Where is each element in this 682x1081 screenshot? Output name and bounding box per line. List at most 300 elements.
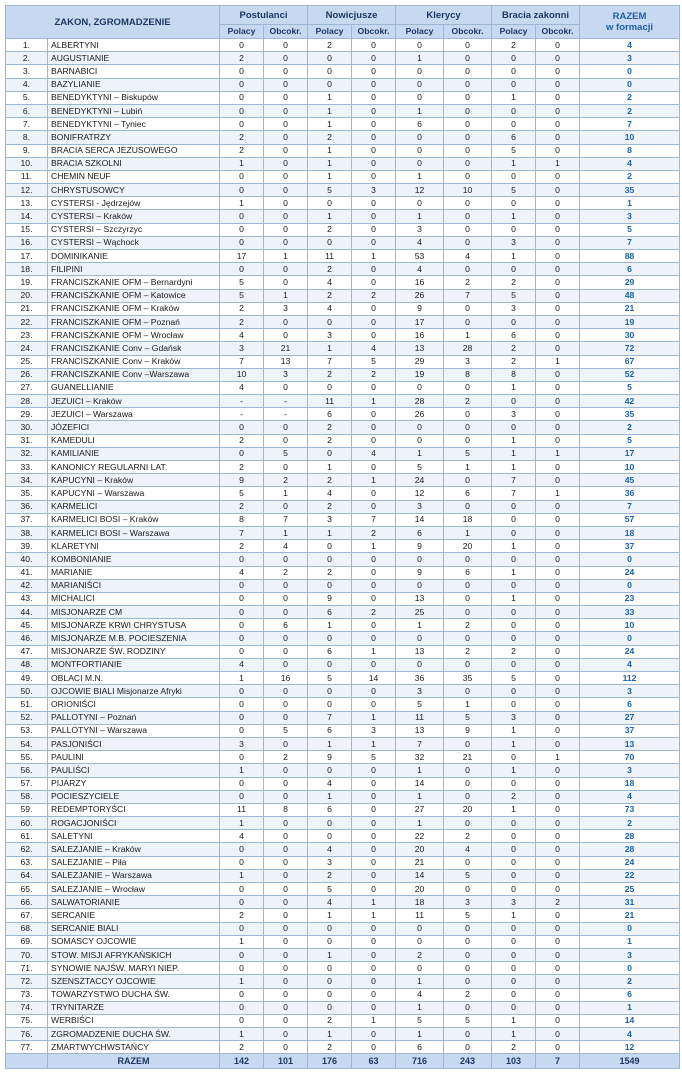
- cell-value: 1: [396, 1028, 444, 1041]
- row-number: 8.: [6, 131, 48, 144]
- cell-value: 0: [220, 236, 264, 249]
- row-number: 26.: [6, 368, 48, 381]
- cell-value: 0: [220, 447, 264, 460]
- cell-value: 2: [308, 434, 352, 447]
- cell-value: 0: [492, 513, 536, 526]
- table-row: [6, 1028, 680, 1041]
- cell-value: 0: [536, 91, 580, 104]
- cell-value: 1: [352, 645, 396, 658]
- row-number: 76.: [6, 1028, 48, 1041]
- cell-value: 0: [444, 685, 492, 698]
- row-number: 1.: [6, 39, 48, 52]
- cell-value: 0: [536, 474, 580, 487]
- cell-value: 0: [444, 210, 492, 223]
- table-row: [6, 672, 680, 685]
- cell-value: 0: [220, 790, 264, 803]
- cell-value: 0: [264, 381, 308, 394]
- cell-value: 0: [444, 500, 492, 513]
- cell-value: 0: [492, 948, 536, 961]
- order-name: ZGROMADZENIE DUCHA ŚW.: [48, 1028, 220, 1041]
- cell-value: 2: [220, 434, 264, 447]
- cell-value: 0: [220, 751, 264, 764]
- cell-value: 0: [536, 830, 580, 843]
- cell-value: 1: [308, 157, 352, 170]
- cell-value: 0: [352, 381, 396, 394]
- row-number: 59.: [6, 803, 48, 816]
- cell-value: 4: [396, 263, 444, 276]
- row-total: 7: [580, 500, 680, 513]
- cell-value: 0: [264, 1014, 308, 1027]
- order-name: BENEDYKTYNI – Tyniec: [48, 118, 220, 131]
- order-name: WERBIŚCI: [48, 1014, 220, 1027]
- cell-value: 2: [220, 909, 264, 922]
- table-row: [6, 447, 680, 460]
- cell-value: 7: [220, 526, 264, 539]
- table-row: [6, 856, 680, 869]
- cell-value: 0: [492, 751, 536, 764]
- row-number: 45.: [6, 619, 48, 632]
- row-total: 35: [580, 184, 680, 197]
- cell-value: 0: [264, 592, 308, 605]
- row-number: 30.: [6, 421, 48, 434]
- cell-value: 0: [220, 711, 264, 724]
- cell-value: 1: [308, 170, 352, 183]
- cell-value: 0: [220, 606, 264, 619]
- cell-value: 0: [264, 104, 308, 117]
- cell-value: 13: [396, 342, 444, 355]
- cell-value: 1: [220, 157, 264, 170]
- row-number: 4.: [6, 78, 48, 91]
- order-name: JEZUICI – Kraków: [48, 395, 220, 408]
- cell-value: 0: [444, 315, 492, 328]
- cell-value: 1: [220, 197, 264, 210]
- order-name: FRANCISZKANIE OFM – Poznań: [48, 315, 220, 328]
- cell-value: -: [264, 408, 308, 421]
- cell-value: -: [220, 408, 264, 421]
- cell-value: 1: [536, 157, 580, 170]
- order-name: CHRYSTUSOWCY: [48, 184, 220, 197]
- cell-value: 0: [308, 830, 352, 843]
- cell-value: 0: [536, 170, 580, 183]
- order-name: FILIPINI: [48, 263, 220, 276]
- row-number: 77.: [6, 1041, 48, 1054]
- table-row: [6, 843, 680, 856]
- table-row: [6, 474, 680, 487]
- cell-value: 2: [492, 342, 536, 355]
- row-total: 0: [580, 553, 680, 566]
- cell-value: 1: [492, 803, 536, 816]
- table-row: [6, 487, 680, 500]
- order-name: SALEZJANIE – Piła: [48, 856, 220, 869]
- cell-value: 6: [308, 606, 352, 619]
- cell-value: 1: [492, 381, 536, 394]
- cell-value: 0: [352, 1028, 396, 1041]
- row-number: 9.: [6, 144, 48, 157]
- cell-value: 0: [444, 658, 492, 671]
- row-total: 112: [580, 672, 680, 685]
- cell-value: 0: [536, 790, 580, 803]
- cell-value: 0: [444, 948, 492, 961]
- cell-value: 0: [264, 909, 308, 922]
- cell-value: 0: [264, 329, 308, 342]
- cell-value: 1: [352, 474, 396, 487]
- cell-value: 0: [444, 883, 492, 896]
- formation-table: [5, 5, 680, 1069]
- cell-value: 0: [264, 777, 308, 790]
- row-total: 4: [580, 1028, 680, 1041]
- footer-cell: 63: [352, 1054, 396, 1069]
- order-name: PALLOTYNI – Poznań: [48, 711, 220, 724]
- table-row: [6, 461, 680, 474]
- cell-value: 0: [352, 210, 396, 223]
- cell-value: 27: [396, 803, 444, 816]
- cell-value: 0: [264, 197, 308, 210]
- cell-value: 0: [220, 777, 264, 790]
- cell-value: 0: [444, 764, 492, 777]
- table-row: [6, 381, 680, 394]
- cell-value: 0: [220, 210, 264, 223]
- cell-value: 1: [308, 1028, 352, 1041]
- cell-value: 0: [536, 250, 580, 263]
- cell-value: 0: [308, 315, 352, 328]
- row-number: 57.: [6, 777, 48, 790]
- cell-value: 4: [396, 236, 444, 249]
- cell-value: 0: [444, 170, 492, 183]
- cell-value: 0: [536, 777, 580, 790]
- row-number: 58.: [6, 790, 48, 803]
- row-number: 25.: [6, 355, 48, 368]
- cell-value: 1: [492, 764, 536, 777]
- cell-value: 2: [492, 355, 536, 368]
- cell-value: 3: [396, 223, 444, 236]
- order-name: MISJONARZE ŚW. RODZINY: [48, 645, 220, 658]
- cell-value: 0: [220, 78, 264, 91]
- table-row: [6, 975, 680, 988]
- cell-value: 0: [220, 645, 264, 658]
- cell-value: 17: [220, 250, 264, 263]
- cell-value: 0: [220, 843, 264, 856]
- row-number: 49.: [6, 672, 48, 685]
- cell-value: 0: [264, 922, 308, 935]
- table-row: [6, 421, 680, 434]
- cell-value: 0: [492, 263, 536, 276]
- cell-value: 0: [264, 184, 308, 197]
- cell-value: 0: [536, 118, 580, 131]
- table-row: [6, 922, 680, 935]
- cell-value: 1: [220, 975, 264, 988]
- cell-value: 0: [264, 1001, 308, 1014]
- cell-value: 0: [264, 144, 308, 157]
- cell-value: 3: [492, 236, 536, 249]
- row-number: 2.: [6, 52, 48, 65]
- cell-value: 25: [396, 606, 444, 619]
- cell-value: 0: [492, 632, 536, 645]
- footer-label: RAZEM: [48, 1054, 220, 1069]
- row-total: 57: [580, 513, 680, 526]
- row-number: 47.: [6, 645, 48, 658]
- row-total: 0: [580, 78, 680, 91]
- cell-value: 11: [220, 803, 264, 816]
- cell-value: 2: [308, 263, 352, 276]
- cell-value: 0: [352, 329, 396, 342]
- cell-value: 0: [220, 724, 264, 737]
- cell-value: 0: [352, 276, 396, 289]
- row-number: 73.: [6, 988, 48, 1001]
- row-total: 1: [580, 935, 680, 948]
- row-total: 10: [580, 619, 680, 632]
- total-header-line1: RAZEM: [612, 11, 647, 22]
- total-column-header: [580, 6, 680, 39]
- row-number: 69.: [6, 935, 48, 948]
- cell-value: 0: [352, 935, 396, 948]
- cell-value: 0: [352, 118, 396, 131]
- cell-value: 0: [308, 1001, 352, 1014]
- cell-value: 0: [536, 104, 580, 117]
- table-row: [6, 948, 680, 961]
- row-total: 42: [580, 395, 680, 408]
- cell-value: 3: [220, 342, 264, 355]
- cell-value: 5: [492, 289, 536, 302]
- table-row: [6, 1041, 680, 1054]
- cell-value: 3: [308, 513, 352, 526]
- cell-value: 0: [536, 1028, 580, 1041]
- cell-value: 5: [492, 672, 536, 685]
- cell-value: 0: [492, 777, 536, 790]
- order-name: PIJARZY: [48, 777, 220, 790]
- cell-value: 0: [444, 474, 492, 487]
- cell-value: 0: [352, 685, 396, 698]
- cell-value: 0: [220, 1014, 264, 1027]
- cell-value: 0: [264, 553, 308, 566]
- row-number: 52.: [6, 711, 48, 724]
- cell-value: 5: [220, 289, 264, 302]
- row-total: 88: [580, 250, 680, 263]
- cell-value: 5: [444, 869, 492, 882]
- cell-value: 4: [220, 381, 264, 394]
- cell-value: 1: [444, 461, 492, 474]
- cell-value: 0: [264, 78, 308, 91]
- cell-value: 0: [492, 1001, 536, 1014]
- cell-value: 0: [492, 830, 536, 843]
- cell-value: 3: [396, 685, 444, 698]
- cell-value: 0: [492, 856, 536, 869]
- row-number: 28.: [6, 395, 48, 408]
- order-name: POCIESZYCIELE: [48, 790, 220, 803]
- cell-value: 1: [352, 395, 396, 408]
- row-number: 20.: [6, 289, 48, 302]
- row-total: 12: [580, 1041, 680, 1054]
- cell-value: 0: [444, 131, 492, 144]
- order-name: SALETYNI: [48, 830, 220, 843]
- cell-value: 0: [396, 658, 444, 671]
- row-total: 3: [580, 210, 680, 223]
- cell-value: 18: [444, 513, 492, 526]
- cell-value: 0: [536, 711, 580, 724]
- row-total: 73: [580, 803, 680, 816]
- row-total: 33: [580, 606, 680, 619]
- cell-value: 1: [536, 447, 580, 460]
- cell-value: 1: [352, 737, 396, 750]
- row-total: 24: [580, 856, 680, 869]
- cell-value: 1: [492, 91, 536, 104]
- cell-value: 0: [536, 289, 580, 302]
- cell-value: 6: [492, 329, 536, 342]
- cell-value: 9: [396, 540, 444, 553]
- cell-value: 0: [536, 883, 580, 896]
- cell-value: 5: [444, 711, 492, 724]
- cell-value: 0: [444, 39, 492, 52]
- cell-value: 2: [396, 948, 444, 961]
- cell-value: 0: [536, 843, 580, 856]
- order-name: SERCANIE BIALI: [48, 922, 220, 935]
- cell-value: 1: [492, 1014, 536, 1027]
- cell-value: 0: [396, 922, 444, 935]
- cell-value: 0: [352, 566, 396, 579]
- cell-value: 0: [308, 935, 352, 948]
- table-row: [6, 764, 680, 777]
- cell-value: 0: [492, 197, 536, 210]
- cell-value: 3: [264, 302, 308, 315]
- cell-value: 0: [492, 817, 536, 830]
- cell-value: 0: [220, 65, 264, 78]
- cell-value: 4: [396, 988, 444, 1001]
- cell-value: 1: [492, 592, 536, 605]
- table-row: [6, 500, 680, 513]
- cell-value: 0: [220, 170, 264, 183]
- cell-value: 0: [308, 975, 352, 988]
- order-name: KOMBONIANIE: [48, 553, 220, 566]
- table-row: [6, 52, 680, 65]
- cell-value: 0: [220, 988, 264, 1001]
- cell-value: 0: [492, 78, 536, 91]
- table-row: [6, 104, 680, 117]
- order-name: KAMEDULI: [48, 434, 220, 447]
- cell-value: 0: [352, 777, 396, 790]
- cell-value: 0: [536, 645, 580, 658]
- cell-value: 5: [396, 461, 444, 474]
- cell-value: 0: [492, 395, 536, 408]
- table-row: [6, 65, 680, 78]
- footer-cell: 142: [220, 1054, 264, 1069]
- cell-value: 0: [492, 315, 536, 328]
- cell-value: 0: [264, 817, 308, 830]
- cell-value: 0: [536, 144, 580, 157]
- cell-value: 0: [536, 803, 580, 816]
- table-row: [6, 883, 680, 896]
- cell-value: 0: [444, 579, 492, 592]
- cell-value: 0: [352, 39, 396, 52]
- row-total: 7: [580, 118, 680, 131]
- table-row: [6, 1014, 680, 1027]
- cell-value: 0: [352, 553, 396, 566]
- row-total: 19: [580, 315, 680, 328]
- row-total: 5: [580, 381, 680, 394]
- cell-value: 0: [492, 988, 536, 1001]
- cell-value: 0: [352, 461, 396, 474]
- row-number: 64.: [6, 869, 48, 882]
- cell-value: 3: [492, 896, 536, 909]
- cell-value: 0: [220, 685, 264, 698]
- cell-value: -: [220, 395, 264, 408]
- cell-value: 0: [536, 922, 580, 935]
- row-total: 3: [580, 948, 680, 961]
- cell-value: 0: [444, 223, 492, 236]
- order-name: ZMARTWYCHWSTAŃCY: [48, 1041, 220, 1054]
- cell-value: 19: [396, 368, 444, 381]
- table-row: [6, 962, 680, 975]
- cell-value: 0: [492, 685, 536, 698]
- cell-value: 6: [308, 645, 352, 658]
- row-number: 15.: [6, 223, 48, 236]
- cell-value: 1: [444, 698, 492, 711]
- cell-value: 1: [444, 526, 492, 539]
- cell-value: 0: [264, 962, 308, 975]
- cell-value: 0: [492, 553, 536, 566]
- cell-value: 8: [492, 368, 536, 381]
- order-name: MICHALICI: [48, 592, 220, 605]
- cell-value: 0: [536, 764, 580, 777]
- table-row: [6, 711, 680, 724]
- cell-value: 1: [352, 896, 396, 909]
- cell-value: 1: [396, 975, 444, 988]
- cell-value: 0: [352, 948, 396, 961]
- cell-value: 0: [352, 658, 396, 671]
- cell-value: 0: [220, 91, 264, 104]
- cell-value: 0: [264, 988, 308, 1001]
- row-total: 17: [580, 447, 680, 460]
- cell-value: 6: [264, 619, 308, 632]
- cell-value: 4: [264, 540, 308, 553]
- table-row: [6, 355, 680, 368]
- cell-value: 0: [264, 764, 308, 777]
- group-header-bracia: Bracia zakonni: [492, 6, 580, 25]
- row-number: 21.: [6, 302, 48, 315]
- row-number: 32.: [6, 447, 48, 460]
- row-total: 18: [580, 777, 680, 790]
- cell-value: 0: [536, 1041, 580, 1054]
- cell-value: 0: [444, 78, 492, 91]
- cell-value: 2: [444, 645, 492, 658]
- cell-value: 0: [264, 131, 308, 144]
- order-name: KANONICY REGULARNI LAT.: [48, 461, 220, 474]
- cell-value: 3: [308, 329, 352, 342]
- row-total: 6: [580, 698, 680, 711]
- row-total: 18: [580, 526, 680, 539]
- cell-value: 0: [536, 909, 580, 922]
- cell-value: 0: [264, 500, 308, 513]
- table-row: [6, 632, 680, 645]
- cell-value: 0: [352, 223, 396, 236]
- row-total: 21: [580, 302, 680, 315]
- cell-value: 5: [264, 447, 308, 460]
- cell-value: 0: [492, 843, 536, 856]
- order-name: KAMILIANIE: [48, 447, 220, 460]
- row-total: 6: [580, 263, 680, 276]
- cell-value: 0: [444, 302, 492, 315]
- cell-value: 0: [264, 434, 308, 447]
- order-name: ORIONIŚCI: [48, 698, 220, 711]
- cell-value: 0: [352, 1041, 396, 1054]
- cell-value: 0: [352, 579, 396, 592]
- order-name: MONTFORTIANIE: [48, 658, 220, 671]
- cell-value: 7: [444, 289, 492, 302]
- cell-value: 4: [220, 830, 264, 843]
- cell-value: 0: [492, 698, 536, 711]
- row-number: 61.: [6, 830, 48, 843]
- cell-value: 0: [492, 606, 536, 619]
- cell-value: 2: [220, 52, 264, 65]
- cell-value: 0: [536, 619, 580, 632]
